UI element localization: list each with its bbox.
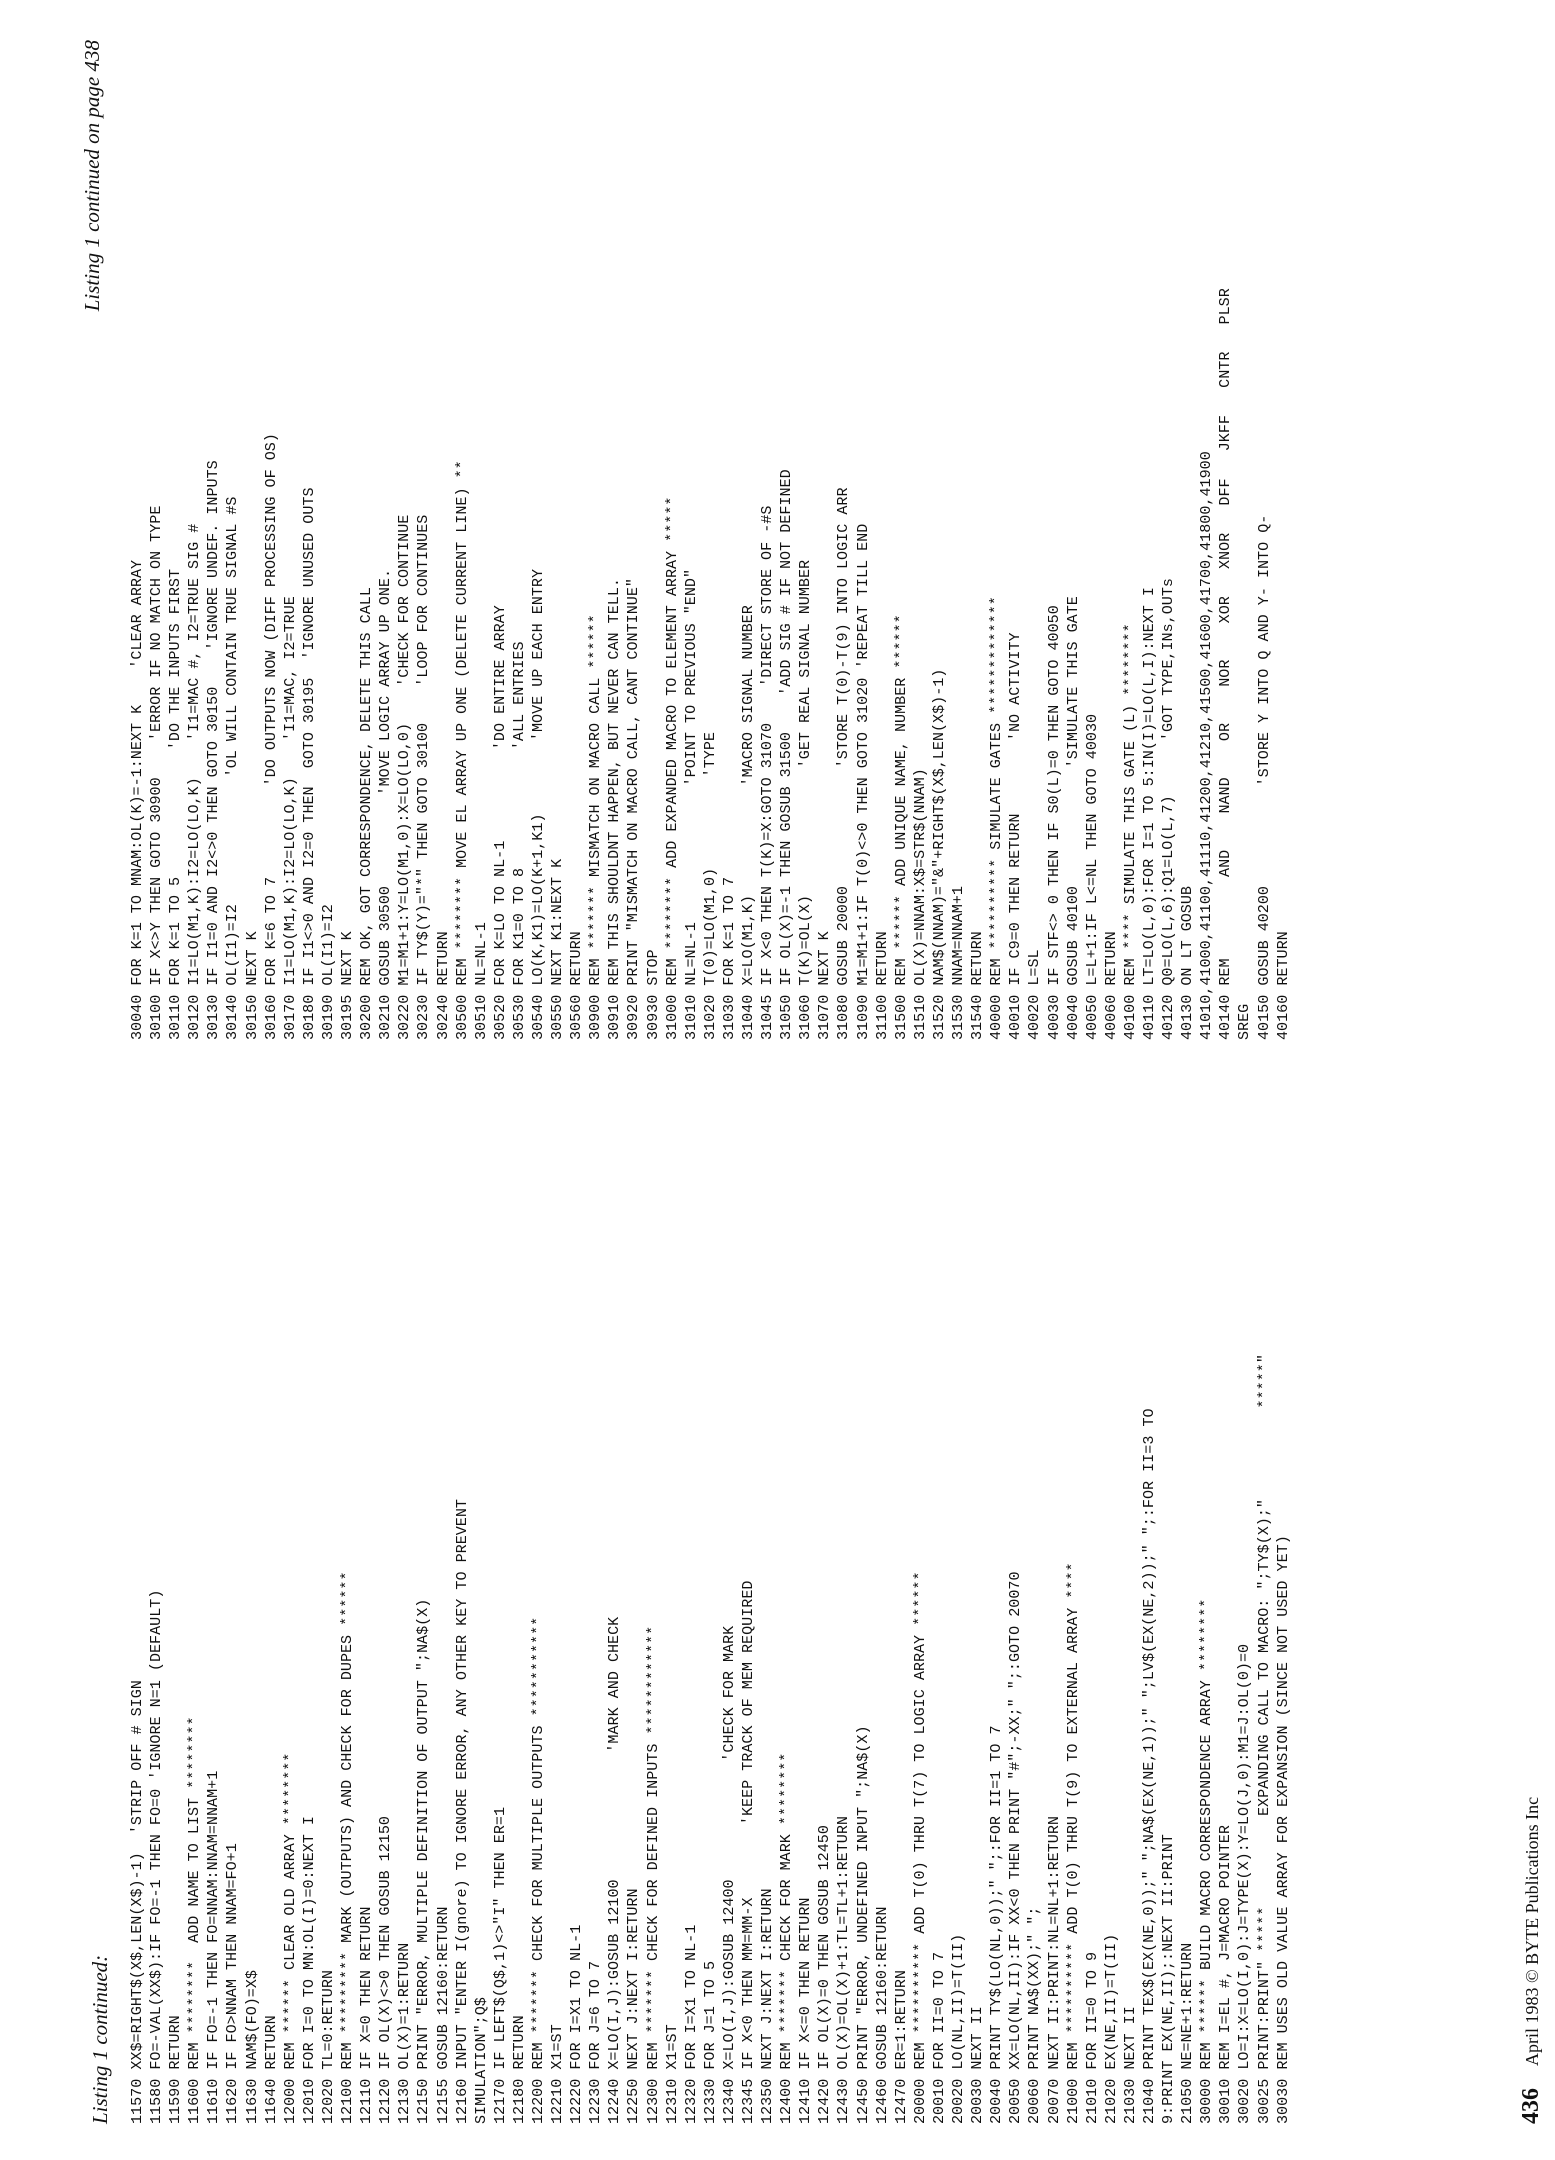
code-line: 31520 NAM$(NNAM)="&"+RIGHT$(X$,LEN(X$)-1) [929,668,948,1040]
code-line: 12220 FOR I=X1 TO NL-1 [567,1924,586,2124]
code-line: 12200 REM ******* CHECK FOR MULTIPLE OUTPUTS *********** [528,1616,547,2124]
code-line: 31060 T(K)=OL(X) 'GET REAL SIGNAL NUMBER [796,559,815,1040]
code-line: 30530 FOR K1=0 TO 8 'ALL ENTRIES [509,641,528,1040]
code-column-right [128,60,1293,1040]
code-line: 12320 FOR I=X1 TO NL-1 [681,1924,700,2124]
code-line: 20020 LO(NL,II)=T(II) [949,1933,968,2124]
continued-note: Listing 1 continued on page 438 [80,40,104,312]
code-line: 12100 REM ********* MARK (OUTPUTS) AND CHECK FOR DUPES ****** [338,1571,357,2124]
code-line: 40140 REM AND NAND OR NOR XOR XNOR DFF JKFF CNTR PLSR [1216,288,1235,1040]
code-line: 40020 L=SL [1025,949,1044,1040]
code-line: 11630 NAM$(FO)=X$ [242,1970,261,2124]
code-line: 12460 GOSUB 12160:RETURN [872,1906,891,2124]
code-line: 30230 IF TY$(Y)="*" THEN GOTO 30100 'LOOP FOR CONTINUES [414,514,433,1040]
code-line: 30550 NEXT K1:NEXT K [548,858,567,1040]
code-line: 30010 REM I=EL #, J=MACRO POINTER [1216,1825,1235,2124]
page-number: 436 [1518,2088,1544,2124]
publication-line: April 1983 © BYTE Publications Inc [1522,1796,1542,2066]
code-line: 12130 OL(X)=1:RETURN [395,1942,414,2124]
code-line: 30110 FOR K=1 TO 5 'DO THE INPUTS FIRST [166,568,185,1040]
code-line: 40040 GOSUB 40100 'SIMULATE THIS GATE [1063,596,1082,1040]
code-line: 12170 IF LEFT$(Q$,1)<>"I" THEN ER=1 [490,1806,509,2124]
code-line: 30030 REM USES OLD VALUE ARRAY FOR EXPANSION (SINCE NOT USED YET) [1273,1535,1292,2124]
code-line: 12300 REM ******* CHECK FOR DEFINED INPUTS ************ [643,1625,662,2124]
code-line: 12020 TL=0:RETURN [318,1970,337,2124]
code-line: 40000 REM ********** SIMULATE GATES ************* [987,596,1006,1040]
code-line: 30910 REM THIS SHOULDNT HAPPEN, BUT NEVER CAN TELL. [605,578,624,1040]
code-line: 30200 REM OK, GOT CORRESPONDENCE, DELETE THIS CALL [357,587,376,1040]
code-line: 11590 RETURN [166,2015,185,2124]
code-line: 40010 IF C9=0 THEN RETURN 'NO ACTIVITY [1006,632,1025,1040]
code-line: 30020 LO=I:X=LO(I,0):J=TYPE(X):Y=LO(J,0):M1=J:OL(0)=0 [1235,1643,1254,2124]
code-line: 12250 NEXT J:NEXT I:RETURN [624,1888,643,2124]
code-line: 31020 T(0)=LO(M1,0) 'TYPE [700,732,719,1040]
code-line: 11600 REM ******** ADD NAME TO LIST ******** [185,1716,204,2124]
code-line: 30100 IF X<>Y THEN GOTO 30900 'ERROR IF NO MATCH ON TYPE [147,505,166,1040]
code-line: 11570 XX$=RIGHT$(X$,LEN(X$)-1) 'STRIP OFF # SIGN [128,1680,146,2124]
code-line: 31070 NEXT K [815,931,834,1040]
code-line: 30025 PRINT:PRINT" ***** EXPANDING CALL TO MACRO: ";TY$(X);" *****" [1254,1354,1273,2124]
code-line: 12350 NEXT J:NEXT I:RETURN [758,1888,777,2124]
code-line: 30180 IF I1<>0 AND I2=0 THEN GOTO 30195 'IGNORE UNUSED OUTS [299,487,318,1040]
code-line: 11580 FO=-VAL(XX$):IF FO=-1 THEN FO=0 'IGNORE N=1 (DEFAULT) [147,1589,166,2124]
code-line: 20060 PRINT NA$(XX);" "; [1025,1906,1044,2124]
code-line: 31090 M1=M1+1:IF T(0)<>0 THEN GOTO 31020 'REPEAT TILL END [853,523,872,1040]
code-line: 31540 RETURN [968,931,987,1040]
code-line: 11640 RETURN [261,2015,280,2124]
code-line: 30920 PRINT "MISMATCH ON MACRO CALL, CANT CONTINUE" [624,578,643,1040]
code-line: 12120 IF OL(X)<>0 THEN GOSUB 12150 [376,1816,395,2124]
code-line: 9:PRINT EX(NE,II);:NEXT II:PRINT [1159,1834,1178,2124]
code-line: 12150 PRINT "ERROR, MULTIPLE DEFINITION OF OUTPUT ";NA$(X) [414,1598,433,2124]
code-line: 20030 NEXT II [968,2006,987,2124]
code-line: 12010 FOR I=0 TO MN:OL(I)=0:NEXT I [299,1816,318,2124]
code-line: 21000 REM ********** ADD T(0) THRU T(9) TO EXTERNAL ARRAY **** [1063,1562,1082,2124]
code-line: 31500 REM ****** ADD UNIQUE NAME, NUMBER ****** [891,614,910,1040]
listing-continued-title: Listing 1 continued: [88,1954,112,2124]
code-line: 31510 OL(X)=NNAM:X$=STR$(NNAM) [910,768,929,1040]
code-line: 31100 RETURN [872,931,891,1040]
code-line: 30000 REM ****** BUILD MACRO CORRESPONDENCE ARRAY ******** [1197,1598,1216,2124]
code-line: 30160 FOR K=6 TO 7 'DO OUTPUTS NOW (DIFF PROCESSING OF OS) [261,433,280,1040]
code-line: 30900 REM ******* MISMATCH ON MACRO CALL ****** [586,614,605,1040]
code-line: 40160 RETURN [1273,931,1292,1040]
code-line: SIMULATION";Q$ [471,1997,490,2124]
code-line: 40050 L=L+1:IF L<=NL THEN GOTO 40030 [1082,713,1101,1040]
code-line: 12430 OL(X)=OL(X)+1:TL=TL+1:RETURN [834,1816,853,2124]
code-line: 12400 REM ******* CHECK FOR MARK ******** [777,1752,796,2124]
code-line: 30540 LO(K,K1)=LO(K+1,K1) 'MOVE UP EACH ENTRY [528,568,547,1040]
page-footer [1518,1797,1545,2124]
code-line: 21040 PRINT TEX$(EX(NE,0));" ";NA$(EX(NE,1));" ";LV$(EX(NE,2));" ";:FOR II=3 TO [1139,1408,1158,2124]
code-line: SREG [1235,1003,1254,1040]
code-line: 40030 IF STF<> 0 THEN IF S0(L)=0 THEN GOTO 40050 [1044,605,1063,1040]
code-line: 40120 Q0=LO(L,6):Q1=LO(L,7) 'GOT TYPE,INs,OUTs [1159,578,1178,1040]
code-line: 11610 IF FO=-1 THEN FO=NNAM:NNAM=NNAM+1 [204,1770,223,2124]
code-line: 12155 GOSUB 12160:RETURN [433,1906,452,2124]
code-line: 12180 RETURN [509,2015,528,2124]
code-line: 21010 FOR II=0 TO 9 [1082,1951,1101,2124]
code-line: 30240 RETURN [433,931,452,1040]
code-line: 30120 I1=LO(M1,K):I2=LO(LO,K) 'I1=MAC #, I2=TRUE SIG # [185,523,204,1040]
code-line: 30520 FOR K=LO TO NL-1 'DO ENTIRE ARRAY [490,605,509,1040]
code-line: 12230 FOR J=6 TO 7 [586,1960,605,2124]
code-line: 11620 IF FO>NNAM THEN NNAM=FO+1 [223,1843,242,2124]
code-line: 30170 I1=LO(M1,K):I2=LO(LO,K) 'I1=MAC, I2=TRUE [280,596,299,1040]
code-line: 31040 X=LO(M1,K) 'MACRO SIGNAL NUMBER [739,605,757,1040]
code-line: 12345 IF X<0 THEN MM=MM-X 'KEEP TRACK OF MEM REQUIRED [739,1580,757,2124]
code-line: 41010,41000,41100,41110,41200,41210,41500,41600,41700,41800,41900 [1197,451,1216,1040]
code-line: 20040 PRINT TY$(LO(NL,0));" ";:FOR II=1 TO 7 [987,1725,1006,2124]
code-line: 30560 RETURN [567,931,586,1040]
code-line: 30510 NL=NL-1 [471,922,490,1040]
code-line: 12000 REM ****** CLEAR OLD ARRAY ******** [280,1752,299,2124]
code-line: 12330 FOR J=1 TO 5 [700,1960,719,2124]
code-line: 30040 FOR K=1 TO MNAM:OL(K)=-1:NEXT K 'CLEAR ARRAY [128,559,146,1040]
code-line: 12160 INPUT "ENTER I(gnore) TO IGNORE ERROR, ANY OTHER KEY TO PREVENT [452,1499,471,2124]
code-line: 12210 X1=ST [548,2024,567,2124]
code-line: 21020 EX(NE,II)=T(II) [1101,1933,1120,2124]
code-line: 30220 M1=M1+1:Y=LO(M1,0):X=LO(LO,0) 'CHECK FOR CONTINUE [395,514,414,1040]
code-line: 40100 REM **** SIMULATE THIS GATE (L) ******** [1120,623,1139,1040]
code-line: 31010 NL=NL-1 'POINT TO PREVIOUS "END" [681,568,700,1040]
code-line: 40150 GOSUB 40200 'STORE Y INTO Q AND Y- INTO Q- [1254,514,1273,1040]
code-line: 40110 LT=LO(L,0):FOR I=1 TO 5:IN(I)=LO(L,I):NEXT I [1139,587,1158,1040]
code-line: 30130 IF I1=0 AND I2<>0 THEN GOTO 30150 'IGNORE UNDEF. INPUTS [204,460,223,1040]
code-line: 30140 OL(I1)=I2 'OL WILL CONTAIN TRUE SIGNAL #S [223,496,242,1040]
code-line: 21050 NE=NE+1:RETURN [1178,1942,1197,2124]
code-line: 20000 REM ********** ADD T(0) THRU T(7) TO LOGIC ARRAY ****** [910,1571,929,2124]
code-line: 12410 IF X<=0 THEN RETURN [796,1897,815,2124]
code-line: 20070 NEXT II:PRINT:NL=NL+1:RETURN [1044,1816,1063,2124]
code-line: 30190 OL(I1)=I2 [318,904,337,1040]
code-line: 12450 PRINT "ERROR, UNDEFINED INPUT ";NA$(X) [853,1725,872,2124]
code-line: 12110 IF X=0 THEN RETURN [357,1906,376,2124]
code-line: 40060 RETURN [1101,931,1120,1040]
code-line: 12240 X=LO(I,J):GOSUB 12100 'MARK AND CHECK [605,1616,624,2124]
code-line: 12310 X1=ST [662,2024,681,2124]
code-line: 31530 NNAM=NNAM+1 [949,886,968,1040]
code-line: 20050 XX=LO(NL,II):IF XX<0 THEN PRINT "#";-XX;" ";:GOTO 20070 [1006,1571,1025,2124]
code-line: 40130 ON LT GOSUB [1178,886,1197,1040]
code-line: 31050 IF OL(X)=-1 THEN GOSUB 31500 'ADD SIG # IF NOT DEFINED [777,469,796,1040]
code-column-left [128,1144,1293,2124]
code-line: 31000 REM ******** ADD EXPANDED MACRO TO ELEMENT ARRAY ***** [662,496,681,1040]
code-line: 30195 NEXT K [338,931,357,1040]
code-line: 30150 NEXT K [242,931,261,1040]
code-line: 31030 FOR K=1 TO 7 [719,876,738,1040]
code-line: 31080 GOSUB 20000 'STORE T(0)-T(9) INTO LOGIC ARR [834,487,853,1040]
code-line: 30210 GOSUB 30500 'MOVE LOGIC ARRAY UP ONE. [376,568,395,1040]
code-line: 21030 NEXT II [1120,2006,1139,2124]
code-line: 20010 FOR II=0 TO 7 [929,1951,948,2124]
code-line: 12340 X=LO(I,J):GOSUB 12400 'CHECK FOR MARK [719,1625,738,2124]
code-line: 12470 ER=1:RETURN [891,1970,910,2124]
code-line: 30500 REM ******** MOVE EL ARRAY UP ONE (DELETE CURRENT LINE) ** [452,460,471,1040]
code-line: 12420 IF OL(X)=0 THEN GOSUB 12450 [815,1825,834,2124]
code-line: 30930 STOP [643,949,662,1040]
code-line: 31045 IF X<0 THEN T(K)=X:GOTO 31070 'DIRECT STORE OF -#S [758,505,777,1040]
